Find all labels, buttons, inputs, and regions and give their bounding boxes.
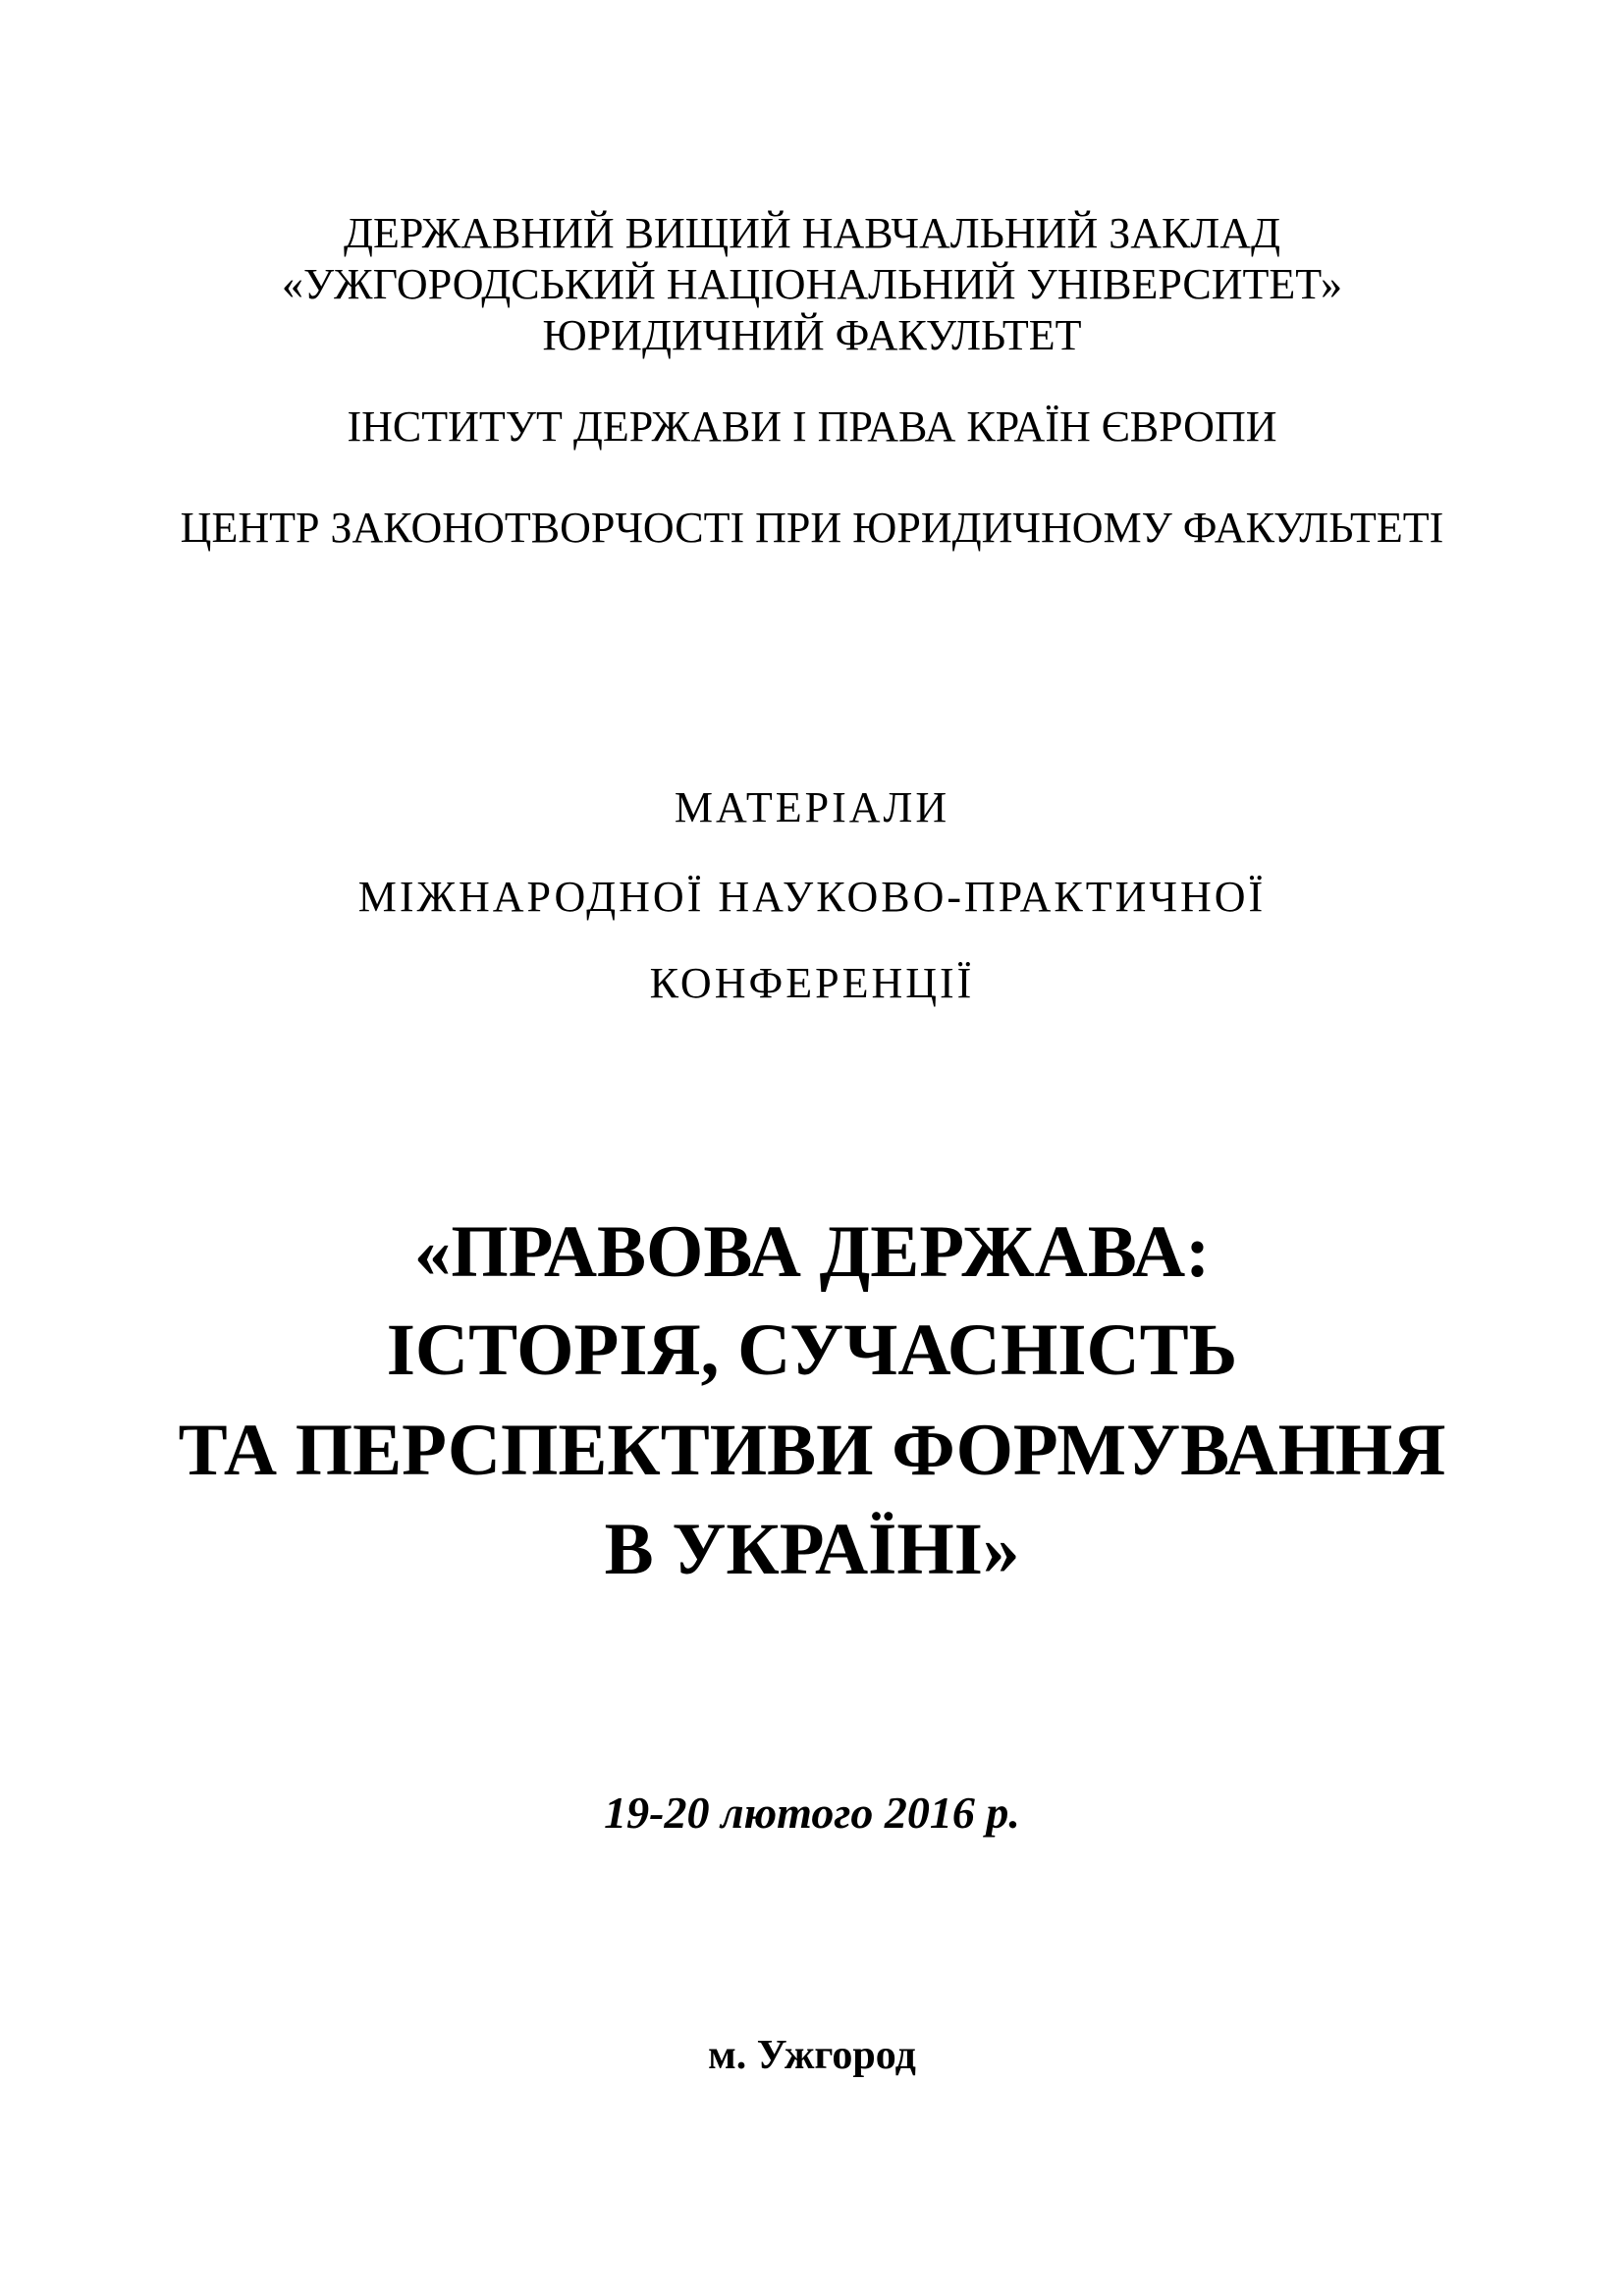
materials-line-3: КОНФЕРЕНЦІЇ xyxy=(649,959,975,1007)
institute-name: ІНСТИТУТ ДЕРЖАВИ І ПРАВА КРАЇН ЄВРОПИ xyxy=(347,402,1277,451)
conference-title-line-3: ТА ПЕРСПЕКТИВИ ФОРМУВАННЯ xyxy=(178,1410,1446,1491)
conference-date: 19-20 лютого 2016 р. xyxy=(604,1788,1020,1838)
institution-line-3: ЮРИДИЧНИЙ ФАКУЛЬТЕТ xyxy=(542,311,1082,359)
conference-title-line-1: «ПРАВОВА ДЕРЖАВА: xyxy=(413,1211,1211,1293)
conference-title-line-4: В УКРАЇНІ» xyxy=(604,1509,1020,1590)
materials-line-1: МАТЕРІАЛИ xyxy=(674,783,950,831)
conference-title-line-2: ІСТОРІЯ, СУЧАСНІСТЬ xyxy=(386,1309,1238,1391)
materials-line-2: МІЖНАРОДНОЇ НАУКОВО-ПРАКТИЧНОЇ xyxy=(357,873,1267,921)
center-name: ЦЕНТР ЗАКОНОТВОРЧОСТІ ПРИ ЮРИДИЧНОМУ ФАКУЛЬТЕТІ xyxy=(180,504,1444,552)
institution-line-1: ДЕРЖАВНИЙ ВИЩИЙ НАВЧАЛЬНИЙ ЗАКЛАД xyxy=(343,209,1281,257)
conference-city: м. Ужгород xyxy=(708,2033,916,2078)
institution-line-2: «УЖГОРОДСЬКИЙ НАЦІОНАЛЬНИЙ УНІВЕРСИТЕТ» xyxy=(282,260,1342,308)
